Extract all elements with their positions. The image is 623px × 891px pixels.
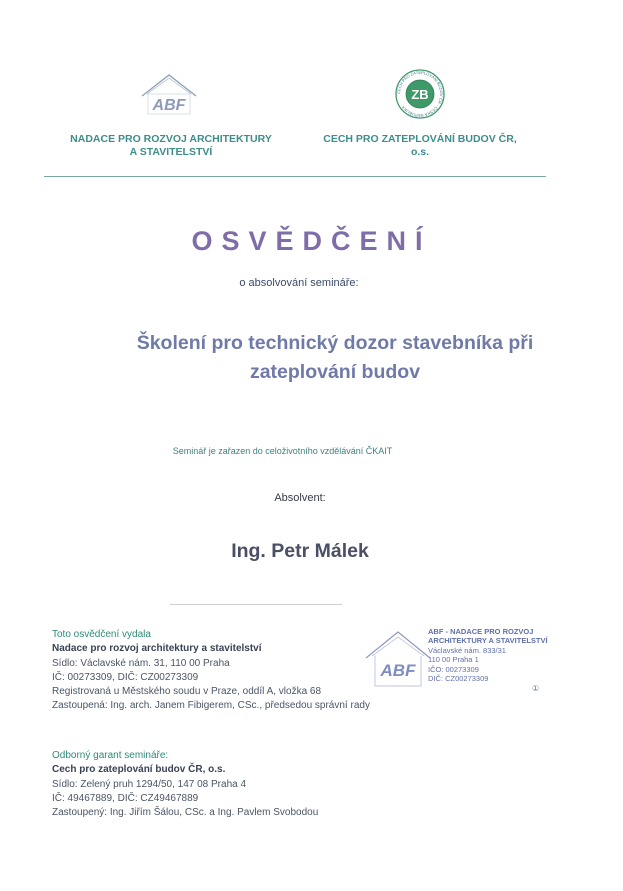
absolvent-label: Absolvent:	[274, 492, 326, 504]
course-title	[130, 329, 540, 387]
zb-seal-icon	[394, 68, 446, 120]
stamp-number-mark: ①	[532, 684, 540, 693]
guarantor-address: Sídlo: Zelený pruh 1294/50, 147 08 Praha 4	[52, 778, 247, 790]
abf-house-icon	[138, 72, 200, 116]
certificate-title: OSVĚDČENÍ	[191, 226, 432, 256]
guarantor-intro: Odborný garant semináře:	[52, 750, 169, 761]
signature-line	[170, 604, 342, 605]
issuer-ids: IČ: 00273309, DIČ: CZ00273309	[52, 671, 199, 683]
stamp-line-5: IČO: 00273309	[428, 664, 479, 674]
issuer-address: Sídlo: Václavské nám. 31, 110 00 Praha	[52, 657, 230, 669]
org-left-line-1: NADACE PRO ROZVOJ ARCHITEKTURY	[70, 133, 272, 145]
org-right-line-2: o.s.	[410, 146, 430, 158]
svg-text:ZB: ZB	[411, 87, 429, 102]
issuer-name: Nadace pro rozvoj architektury a stavitelství	[52, 643, 262, 655]
course-title-line-1: Školení pro technický dozor stavebníka při	[136, 332, 534, 354]
issuer-intro: Toto osvědčení vydala	[52, 629, 151, 640]
stamp-line-6: DIČ: CZ00273309	[428, 674, 489, 684]
abf-stamp-house-icon	[363, 628, 433, 690]
svg-text:CECH PRO ZATEPLOVÁNÍ BUDOV ČR: CECH PRO ZATEPLOVÁNÍ BUDOV ČR · ČESKÁ REPUBLIKA	[395, 69, 445, 119]
course-title-line-2: zateplování budov	[249, 361, 421, 383]
org-right-line-1: CECH PRO ZATEPLOVÁNÍ BUDOV ČR,	[323, 133, 517, 145]
abf-logo	[138, 72, 200, 116]
stamp-logo	[363, 628, 433, 690]
guarantor-ids: IČ: 49467889, DIČ: CZ49467889	[52, 792, 199, 804]
stamp-line-3: Václavské nám. 833/31	[428, 645, 506, 655]
stamp-line-4: 110 00 Praha 1	[428, 655, 479, 665]
issuer-block	[52, 628, 382, 714]
stamp-line-2: ARCHITEKTURY A STAVITELSTVÍ	[428, 636, 548, 646]
absolvent-name: Ing. Petr Málek	[231, 540, 369, 562]
org-left-name	[40, 133, 302, 159]
ckait-note: Seminář je zařazen do celoživotního vzdělávání ČKAIT	[172, 446, 393, 456]
guarantor-name: Cech pro zateplování budov ČR, o.s.	[52, 764, 226, 776]
guarantor-representative: Zastoupený: Ing. Jiřím Šálou, CSc. a Ing. Pavlem Svobodou	[52, 807, 319, 819]
svg-text:ABF: ABF	[152, 97, 186, 114]
issuer-representative: Zastoupená: Ing. arch. Janem Fibigerem, CSc., předsedou správní rady	[52, 700, 370, 712]
stamp-line-1: ABF - NADACE PRO ROZVOJ	[428, 627, 534, 636]
svg-text:ABF: ABF	[380, 661, 416, 680]
stamp-text	[428, 627, 558, 683]
cech-zb-logo	[394, 68, 446, 120]
certificate-subtitle: o absolvování semináře:	[239, 277, 359, 289]
org-left-line-2: A STAVITELSTVÍ	[129, 146, 213, 158]
guarantor-block	[52, 749, 382, 820]
org-right-name	[300, 133, 540, 159]
issuer-registration: Registrovaná u Městského soudu v Praze, oddíl A, vložka 68	[52, 686, 322, 698]
header-divider	[44, 176, 546, 177]
